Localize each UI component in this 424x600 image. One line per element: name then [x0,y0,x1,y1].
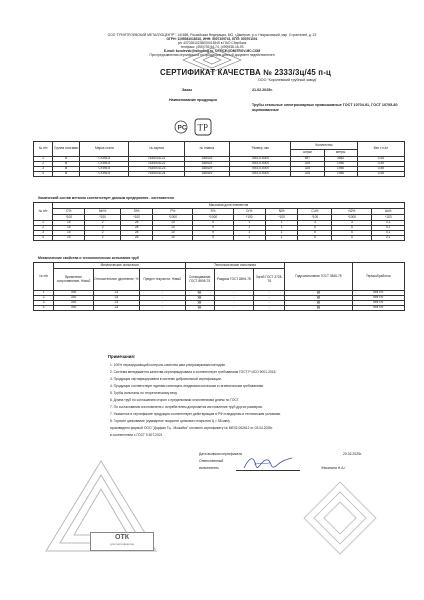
cell: 1 [34,157,53,162]
cell: 23 [93,305,139,310]
cell: 5 [332,235,372,240]
cell: - [214,295,254,300]
cell: уд [285,291,352,296]
col-header: Группа поставки [53,142,80,157]
group-header: Механические испытания [54,263,185,269]
cell: 15 [53,235,85,240]
cell: Ст3пс-5 [80,166,129,171]
col-header: Марка стали [80,142,129,157]
cell: 4 [34,305,54,310]
cell: 0,1 [372,225,405,230]
cell: 76х3,5-6000 [230,161,291,166]
col-subheader: *1000 [153,215,193,221]
cell: 1 [233,225,265,230]
cell: 7635001121 [129,157,184,162]
col-header: Si% [120,209,152,215]
cell: - [254,291,285,296]
cell: 23 [93,300,139,305]
rostest-logo [174,120,192,134]
cell: 2 [85,230,120,235]
cell: уд. [185,300,214,305]
group-header: Технологические испытания [185,263,284,269]
cell: Ст3пс-5 [80,171,129,176]
cell: 0,1 [372,230,405,235]
cell: 5 [298,225,332,230]
cell: 0,48 [357,166,404,171]
cell: 392 [54,300,94,305]
cell: 2 [85,235,120,240]
manufacturer-name: ООО "Королевский трубный завод" [258,78,317,82]
cell: без т/о [352,305,404,310]
header-line-1: ООО "ГРИНТРОЕВСКИЙ МЕТАЛЛОЦЕНТР", 141865, Российская Федерация, МО, г.Дмитров, р-н. Некрасовский, мкр. Строителей, д. 23 [107,33,317,37]
mechanical-section-title: Механические свойства и технологические испытания труб [38,256,139,260]
cell: В [53,166,80,171]
cell: 5 [298,230,332,235]
col-subheader: *100 [265,215,297,221]
otk-stamp-subtext: для сертификатов [110,542,134,546]
cell: 2 [85,225,120,230]
cell: В [53,171,80,176]
cell: - [214,300,254,305]
note-item: 5. Трубы испытаны по теоретическому весу. [110,391,178,395]
cell: 23 [93,295,139,300]
cell: 325 [291,166,324,171]
cell: 7635001122 [129,161,184,166]
col-header: Cr% [233,209,265,215]
cell: 3 [34,230,53,235]
note-item: 1. 100% неразрушающий контроль качества шва ультразвуковым методом. [110,363,226,367]
cell: 1950 [324,166,357,171]
cell: 10 [153,230,193,235]
cell: без т/о [352,300,404,305]
cell: В [53,161,80,166]
col-header: № партии [129,142,184,157]
cell: 1 [34,291,54,296]
cell: уд [285,300,352,305]
svg-text:TP: TP [197,122,209,133]
col-header: № п/п [34,142,53,157]
note-item: 3. Продукция сертифицирована в системе добровольной сертификации. [110,377,222,381]
col-subheader: метры [324,150,357,157]
handwritten-signature [240,452,296,474]
cell: 392 [54,291,94,296]
note-item: в соответствии с ГОСТ 9.307-2021 [110,433,163,437]
col-header: S% [193,209,233,215]
cell: 28 [120,235,152,240]
svg-text:PC: PC [177,124,187,132]
tr-logo [194,118,212,136]
cell: 76х3,5-6000 [230,171,291,176]
header-line-5: E-mail: korolevsk@tsikoding.ru, OFFICE@DMITROV-MC.COM [163,49,261,53]
col-header: Относительное удлинение, % [93,269,139,291]
cell: 5 [298,235,332,240]
chemical-section-title: Химический состав металла соответствует данным предприятия - изготовителя [38,196,174,200]
cell: 28 [120,221,152,226]
col-subheader: *100 [53,215,85,221]
cell: 5 [332,230,372,235]
cell: 1950 [324,171,357,176]
cell: 10 [153,221,193,226]
cell: уд. [185,305,214,310]
chemical-table [33,202,405,241]
cell: 3 [34,166,53,171]
cell: 392 [54,305,94,310]
cell: 1 [265,230,297,235]
col-header: № плавок [184,142,229,157]
cell: 2 [34,161,53,166]
col-subheader: *1000 [193,215,233,221]
cell: 15 [53,230,85,235]
mechanical-table [33,262,405,311]
cell: 2 [85,221,120,226]
cell: 0,48 [357,171,404,176]
cell: 2 [34,225,53,230]
product-description: Трубы стальные электросварные прямошовные ГОСТ 10704-91, ГОСТ 10705-80 оцинкованные [252,103,398,113]
cell: 0,45 [357,161,404,166]
note-item: 7. Указанное в сертификате продукция соответствует действующим в РФ стандартам и техническим условиям. [110,412,281,416]
product-label: Наименование продукции [169,98,217,102]
cell: 1 [233,221,265,226]
col-header: Временное сопротивление, Н/мм2 [54,269,94,291]
cell: - [139,305,185,310]
issue-date-value: 20.02.2025г. [343,452,362,456]
col-header: Сплющивание ГОСТ 8695-75 [185,269,214,291]
cell: 10 [153,235,193,240]
col-subheader: штуки [291,150,324,157]
certificate-date: 21.02.2025г. [252,88,273,92]
cell: уд [285,305,352,310]
cell: 76х3,5-6000 [230,157,291,162]
cell: 1 [265,235,297,240]
col-header: C% [53,209,85,215]
cell: 0,1 [372,235,405,240]
cell: 0,1 [372,221,405,226]
executor-name: /Никитина Н.А./ [321,466,346,470]
col-subheader: *100 [85,215,120,221]
cell: 348429 [184,157,229,162]
cell: 76х3,5-6000 [230,166,291,171]
otk-stamp-box [90,532,154,551]
product-table [33,141,405,177]
cell: 23 [93,291,139,296]
col-header: As% [372,209,405,215]
note-item: 6. Длина труб по соглашению сторон с предельными отклонениями длины по ГОСТ. [110,398,240,402]
cell: 1 [233,230,265,235]
cell: - [254,295,285,300]
col-subheader: *1000 [332,215,372,221]
cell: - [214,291,254,296]
col-header: № п/п [34,203,53,221]
cell: 7635001124 [129,171,184,176]
note-item: произведено фирмой ООО "Дорфан Гц - Можайск" согласно сертификату № МЕЗ2-002612 от 03.04.2025г. [110,426,273,430]
cell: 325 [291,161,324,166]
cell: 15 [53,221,85,226]
cell: 28 [120,230,152,235]
company-seal [300,478,380,558]
note-item: 8. Горячее цинкование (суммарное покрытие цинкового покрытия Ц = 55 мкм) [110,419,230,423]
cell: 7635001123 [129,166,184,171]
issue-date-label: Дата выписки сертификата [199,452,242,456]
cell: 0,45 [357,157,404,162]
cell: 28 [120,225,152,230]
cell: 9 [193,235,233,240]
col-subheader: *100 [298,215,332,221]
header-line-6: При предъявлении сертификата на продукцию данный документ недействителен [149,53,275,57]
col-subheader: *100 [233,215,265,221]
cell: без т/о [352,295,404,300]
col-header: Загиб ГОСТ 3728-78 [254,269,285,291]
cell: 697 [291,157,324,162]
cell: 9 [193,225,233,230]
responsible-label: Ответственный [199,459,224,463]
col-header: Гидроиспытание ГОСТ 3845-75 [285,263,352,291]
cell: Ст3пс-5 [80,157,129,162]
col-header: Размер, мм [230,142,291,157]
cell: 1 [233,235,265,240]
header-line-3: р/с 40702810238000013845 в ПАО Сбербанк [177,41,247,45]
cell: 9 [193,221,233,226]
cell: 9 [193,230,233,235]
cell: 2 [34,295,54,300]
cell: 4 [34,235,53,240]
cell: 3 [298,221,332,226]
order-label: Заказ [182,88,193,92]
cell: 325 [291,171,324,176]
cell: 5 [332,225,372,230]
header-line-4: тел/факс: (495)739-94-74, (499)938-16-93 [180,45,244,49]
header-line-2: ОГРН: 1195081018310, ИНН: 5007109741, КПП: 500701001 [166,37,258,41]
cell: уд [285,295,352,300]
cell: - [139,300,185,305]
col-header: Вес т.н./кг [357,142,404,157]
cell: 10 [153,225,193,230]
cell: Ст3пс-5 [80,161,129,166]
note-item: 4. Продукция соответствует единым санитарно-эпидемиологическим и гигиеническим требованиям. [110,384,264,388]
cell: - [254,305,285,310]
col-header: N2% [332,209,372,215]
cell: - [214,305,254,310]
col-header: Ni% [265,209,297,215]
cell: 15 [53,225,85,230]
col-header: № п/п [34,263,54,291]
cell: уд. [185,295,214,300]
col-header: Количество [291,142,357,150]
cell: - [254,300,285,305]
cell: 1 [265,221,297,226]
cell: - [139,295,185,300]
group-header: Массовая доля элементов [53,203,405,209]
otk-stamp-text: ОТК [115,534,129,541]
col-subheader: *100 [120,215,152,221]
cell: 1950 [324,161,357,166]
note-item: 7. По согласованию изготовителя с потребителем допускается изготовление труб других размеров. [110,405,263,409]
cell: уд. [185,291,214,296]
cell: В [53,157,80,162]
cell: без т/о [352,291,404,296]
col-header: Cu% [298,209,332,215]
col-subheader: *103 [372,215,405,221]
col-header: P% [153,209,193,215]
cell: 392 [54,295,94,300]
cell: 4 [34,171,53,176]
cell: 348429 [184,171,229,176]
col-header: Термообработка [352,263,404,291]
cell: 3582 [324,157,357,162]
notes-title: Примечания: [108,354,136,359]
cell: 1 [34,221,53,226]
cell: 3 [34,300,54,305]
cell: 348429 [184,166,229,171]
col-header: Mn% [85,209,120,215]
col-header: Предел текучести, Н/мм2 [139,269,185,291]
cell: - [139,291,185,296]
col-header: Раздача ГОСТ 8694-75 [214,269,254,291]
cell: 1 [265,225,297,230]
cell: 348429 [184,161,229,166]
cell: 3 [332,221,372,226]
note-item: 2. Система менеджмента качества сертифицирована и соответствует требованиям ГОСТ Р ИСО 9001-2015. [110,370,277,374]
executor-label: исполнитель [199,466,220,470]
certificate-title: СЕРТИФИКАТ КАЧЕСТВА № 2333/3ц/45 п-ц [160,68,331,77]
